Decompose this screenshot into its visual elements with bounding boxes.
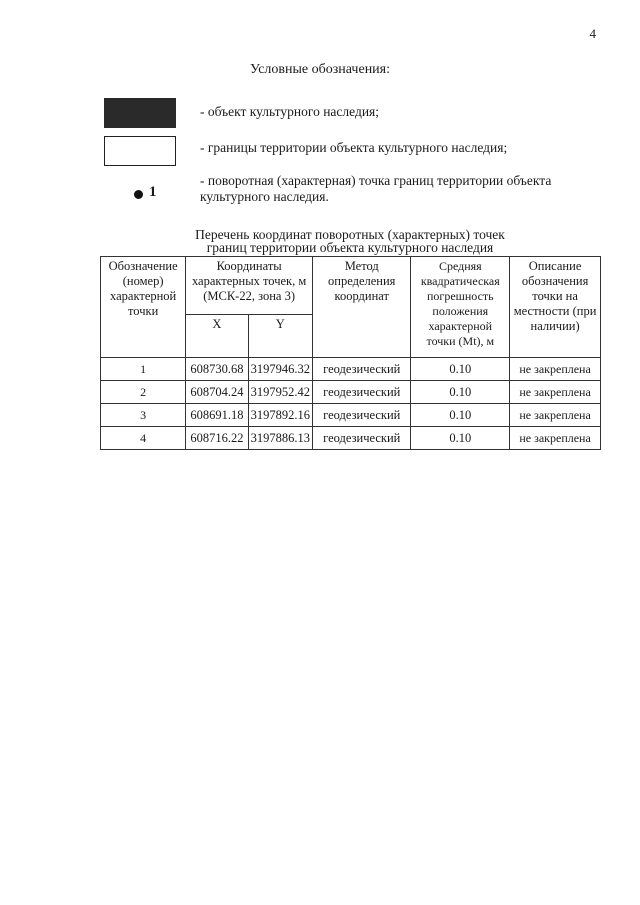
table-row <box>101 427 601 450</box>
point-dot-icon <box>134 190 143 199</box>
cell-method: геодезический <box>312 404 410 427</box>
header-coordinates: Координаты характерных точек, м (МСК-22, зона 3) <box>186 257 313 315</box>
cell-point-number: 3 <box>101 404 186 427</box>
cell-point-number: 4 <box>101 427 186 450</box>
header-point-name: Обозначение (номер) характерной точки <box>101 257 186 358</box>
table-row <box>101 404 601 427</box>
turning-point-marker <box>134 184 157 201</box>
cell-x: 608691.18 <box>186 404 248 427</box>
table-title-line-1: Перечень координат поворотных (характерных) точек <box>195 227 505 242</box>
legend-label-turning-point: - поворотная (характерная) точка границ территории объекта культурного наследия. <box>200 173 552 204</box>
cell-description: не закреплена <box>510 358 601 381</box>
cell-x: 608704.24 <box>186 381 248 404</box>
cell-description: не закреплена <box>510 404 601 427</box>
territory-boundary-swatch <box>104 136 176 166</box>
cell-y: 3197892.16 <box>248 404 312 427</box>
turning-point-number: 1 <box>149 184 157 200</box>
table-row <box>101 381 601 404</box>
legend-title: Условные обозначения: <box>249 62 391 77</box>
cell-method: геодезический <box>312 358 410 381</box>
heritage-object-swatch <box>104 98 176 128</box>
table-row <box>101 358 601 381</box>
cell-error: 0.10 <box>411 358 510 381</box>
header-description: Описание обозначения точки на местности (при наличии) <box>510 257 601 358</box>
legend-label-territory-boundary: - границы территории объекта культурного наследия; <box>200 140 508 155</box>
table-title-line-2: границ территории объекта культурного наследия <box>206 240 494 255</box>
coordinates-table <box>100 256 601 450</box>
header-method: Метод определения координат <box>312 257 410 358</box>
header-error: Средняя квадратическая погрешность положения характерной точки (Mt), м <box>411 257 510 358</box>
cell-y: 3197952.42 <box>248 381 312 404</box>
cell-error: 0.10 <box>411 381 510 404</box>
cell-description: не закреплена <box>510 381 601 404</box>
cell-x: 608716.22 <box>186 427 248 450</box>
header-y: Y <box>248 314 312 357</box>
header-x: X <box>186 314 248 357</box>
cell-y: 3197886.13 <box>248 427 312 450</box>
cell-method: геодезический <box>312 381 410 404</box>
page-number: 4 <box>589 26 596 41</box>
cell-point-number: 2 <box>101 381 186 404</box>
cell-point-number: 1 <box>101 358 186 381</box>
cell-x: 608730.68 <box>186 358 248 381</box>
cell-error: 0.10 <box>411 404 510 427</box>
cell-error: 0.10 <box>411 427 510 450</box>
cell-y: 3197946.32 <box>248 358 312 381</box>
table-title <box>140 228 560 254</box>
cell-description: не закреплена <box>510 427 601 450</box>
cell-method: геодезический <box>312 427 410 450</box>
legend-label-heritage-object: - объект культурного наследия; <box>200 104 380 119</box>
